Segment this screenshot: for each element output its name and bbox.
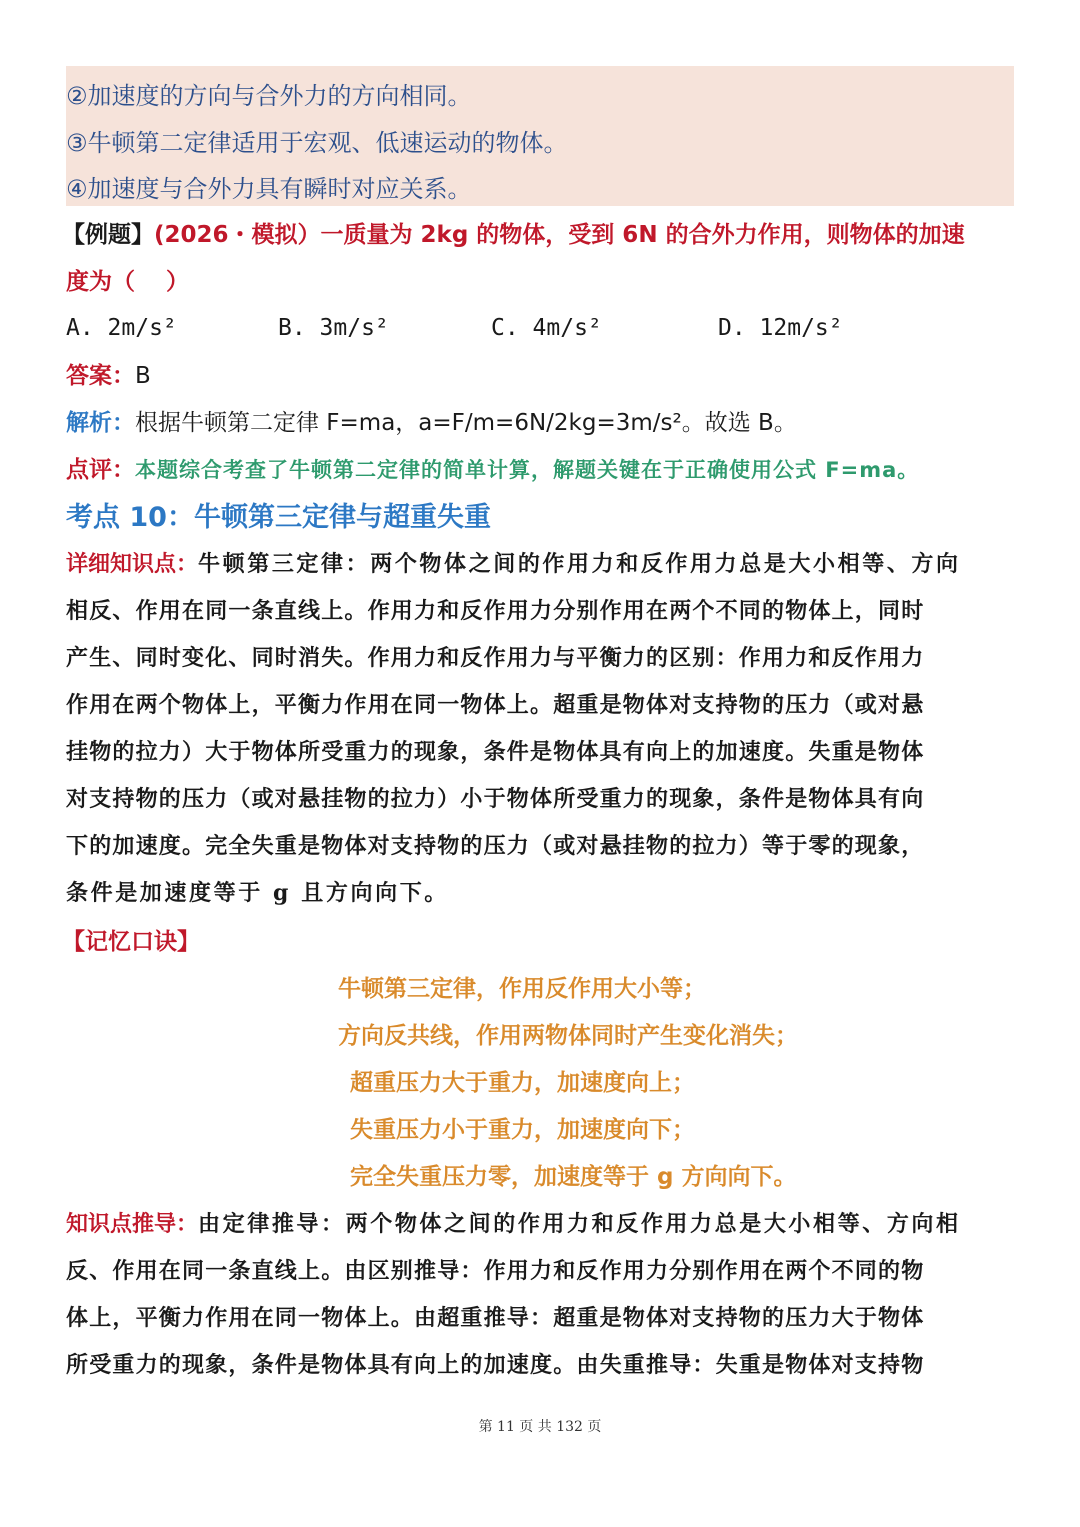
mnemonic-line: 牛顿第三定律，作用反作用大小等； [338, 976, 706, 1002]
analysis-text: 根据牛顿第二定律 F=ma，a=F/m=6N/2kg=3m/s²。故选 B。 [135, 410, 797, 436]
detail-line: 挂物的拉力）大于物体所受重力的现象，条件是物体具有向上的加速度。失重是物体 [66, 739, 925, 765]
detail-line: 相反、作用在同一条直线上。作用力和反作用力分别作用在两个不同的物体上，同时 [66, 598, 925, 624]
comment-label: 点评： [66, 457, 135, 483]
detail-line: 下的加速度。完全失重是物体对支持物的压力（或对悬挂物的拉力）等于零的现象， [66, 833, 925, 859]
section-heading: 考点 10：牛顿第三定律与超重失重 [66, 502, 491, 533]
derivation-text: 由定律推导：两个物体之间的作用力和反作用力总是大小相等、方向相 [198, 1211, 961, 1237]
derivation-line: 所受重力的现象，条件是物体具有向上的加速度。由失重推导：失重是物体对支持物 [66, 1352, 925, 1378]
analysis-label: 解析： [66, 410, 135, 436]
derivation-line: 反、作用在同一条直线上。由区别推导：作用力和反作用力分别作用在两个不同的物 [66, 1258, 925, 1284]
mnemonic-line: 失重压力小于重力，加速度向下； [350, 1117, 695, 1143]
mnemonic-line: 超重压力大于重力，加速度向上； [350, 1070, 695, 1096]
summary-line: ②加速度的方向与合外力的方向相同。 [66, 82, 472, 110]
derivation-line: 体上，平衡力作用在同一物体上。由超重推导：超重是物体对支持物的压力大于物体 [66, 1305, 925, 1331]
answer-value: B [135, 363, 151, 389]
option-a: A. 2m/s² [66, 315, 177, 341]
option-b: B. 3m/s² [278, 315, 389, 341]
example-question-line1: (2026・模拟）一质量为 2kg 的物体，受到 6N 的合外力作用，则物体的加速 [154, 222, 965, 248]
example-question-cont [66, 259, 1016, 306]
comment-line [66, 447, 1016, 494]
summary-line: ③牛顿第二定律适用于宏观、低速运动的物体。 [66, 129, 568, 157]
summary-line: ④加速度与合外力具有瞬时对应关系。 [66, 175, 472, 203]
answer-line [66, 353, 1016, 400]
example-question-line2: 度为（ ） [66, 269, 190, 295]
mnemonic-title: 【记忆口诀】 [62, 929, 200, 955]
mnemonic-line: 完全失重压力零，加速度等于 g 方向向下。 [350, 1164, 797, 1190]
detail-line: 作用在两个物体上，平衡力作用在同一物体上。超重是物体对支持物的压力（或对悬 [66, 692, 925, 718]
detail-label: 详细知识点： [66, 552, 199, 577]
derivation-label: 知识点推导： [66, 1212, 199, 1237]
detail-line: 对支持物的压力（或对悬挂物的拉力）小于物体所受重力的现象，条件是物体具有向 [66, 786, 925, 812]
option-d: D. 12m/s² [718, 315, 843, 341]
answer-options [66, 305, 1016, 352]
answer-label: 答案： [66, 363, 135, 389]
page-footer: 第 11 页 共 132 页 [478, 1419, 602, 1435]
detail-line: 产生、同时变化、同时消失。作用力和反作用力与平衡力的区别：作用力和反作用力 [66, 645, 925, 671]
mnemonic-line: 方向反共线，作用两物体同时产生变化消失； [338, 1023, 798, 1049]
detail-text: 牛顿第三定律：两个物体之间的作用力和反作用力总是大小相等、方向 [198, 551, 961, 577]
detail-line [66, 541, 1016, 588]
example-tag: 【例题】 [62, 222, 154, 248]
option-c: C. 4m/s² [491, 315, 602, 341]
analysis-line [66, 400, 1016, 447]
derivation-line [66, 1201, 1016, 1248]
detail-line: 条件是加速度等于 g 且方向向下。 [66, 880, 449, 906]
comment-text: 本题综合考查了牛顿第二定律的简单计算，解题关键在于正确使用公式 F=ma。 [135, 458, 920, 482]
example-question [62, 212, 1012, 259]
